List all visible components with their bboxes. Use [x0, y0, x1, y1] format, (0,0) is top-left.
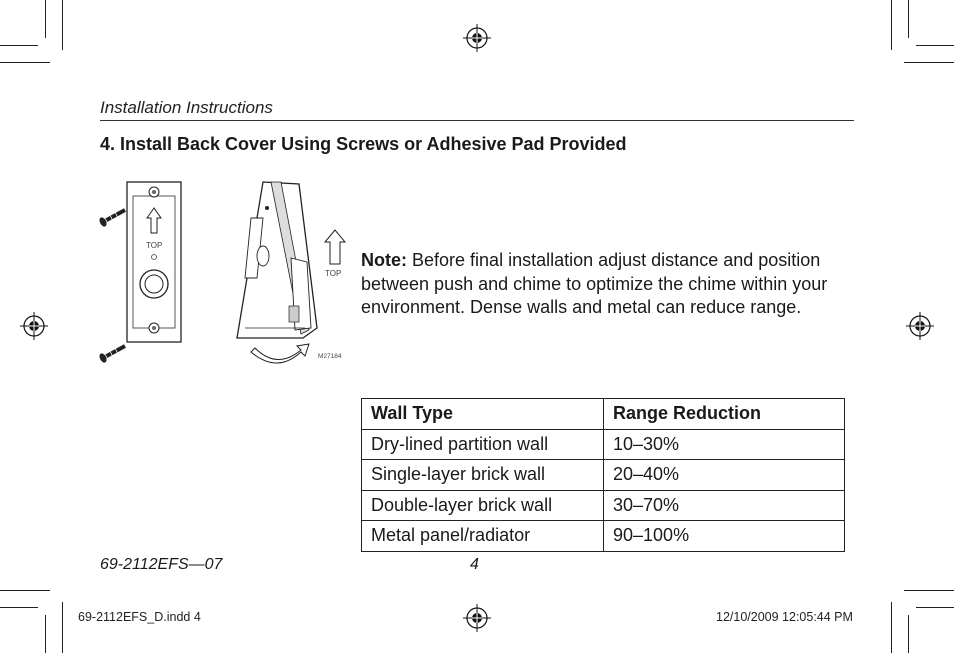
range-reduction-cell: 20–40%: [604, 460, 845, 491]
crop-mark: [0, 590, 50, 591]
note-label: Note:: [361, 250, 407, 270]
header-rule: [100, 120, 854, 121]
crop-mark: [45, 615, 46, 653]
crop-mark: [908, 0, 909, 38]
table-row: [362, 460, 845, 491]
figure-id: M27184: [318, 353, 342, 360]
column-header-range-reduction: Range Reduction: [604, 399, 845, 430]
range-reduction-table: [361, 398, 845, 552]
wall-type-cell: Dry-lined partition wall: [362, 429, 604, 460]
crop-mark: [916, 607, 954, 608]
running-header: Installation Instructions: [100, 98, 273, 117]
registration-mark-top: [463, 24, 491, 52]
wall-type-cell: Double-layer brick wall: [362, 490, 604, 521]
screw-icon-bottom: [98, 346, 125, 364]
table-row: [362, 429, 845, 460]
page-number: 4: [470, 556, 479, 573]
crop-mark: [891, 0, 892, 50]
crop-mark: [904, 590, 954, 591]
push-button-inner: [145, 275, 163, 293]
registration-mark-left: [20, 312, 48, 340]
crop-mark: [908, 615, 909, 653]
crop-mark: [0, 607, 38, 608]
column-header-wall-type: Wall Type: [362, 399, 604, 430]
crop-mark: [904, 62, 954, 63]
wall-type-cell: Metal panel/radiator: [362, 521, 604, 552]
table-row: [362, 521, 845, 552]
note-text: Before final installation adjust distance and position between push and chime to optimize the chime within your environment. Dense walls and metal can reduce range.: [361, 250, 828, 317]
registration-mark-bottom: [463, 604, 491, 632]
crop-mark: [0, 62, 50, 63]
table-row: [362, 490, 845, 521]
slug-file-info: 69-2112EFS_D.indd 4: [78, 610, 201, 624]
rotate-arrow-icon: [251, 344, 309, 363]
top-label-front: TOP: [146, 241, 163, 250]
crop-mark: [916, 45, 954, 46]
note-paragraph: [361, 249, 856, 320]
installation-figure: [95, 178, 350, 368]
crop-mark: [62, 602, 63, 653]
up-arrow-icon-side: [325, 230, 345, 264]
crop-mark: [891, 602, 892, 653]
range-reduction-cell: 10–30%: [604, 429, 845, 460]
crop-mark: [62, 0, 63, 50]
doc-number: 69-2112EFS—07: [100, 556, 223, 573]
slug-timestamp: 12/10/2009 12:05:44 PM: [716, 610, 853, 624]
crop-mark: [0, 45, 38, 46]
range-reduction-cell: 90–100%: [604, 521, 845, 552]
table-header-row: [362, 399, 845, 430]
wall-type-cell: Single-layer brick wall: [362, 460, 604, 491]
crop-mark: [45, 0, 46, 38]
section-title: 4. Install Back Cover Using Screws or Adhesive Pad Provided: [100, 134, 627, 154]
top-label-side: TOP: [325, 269, 342, 278]
screw-icon-top: [98, 210, 125, 228]
registration-mark-right: [906, 312, 934, 340]
range-reduction-cell: 30–70%: [604, 490, 845, 521]
